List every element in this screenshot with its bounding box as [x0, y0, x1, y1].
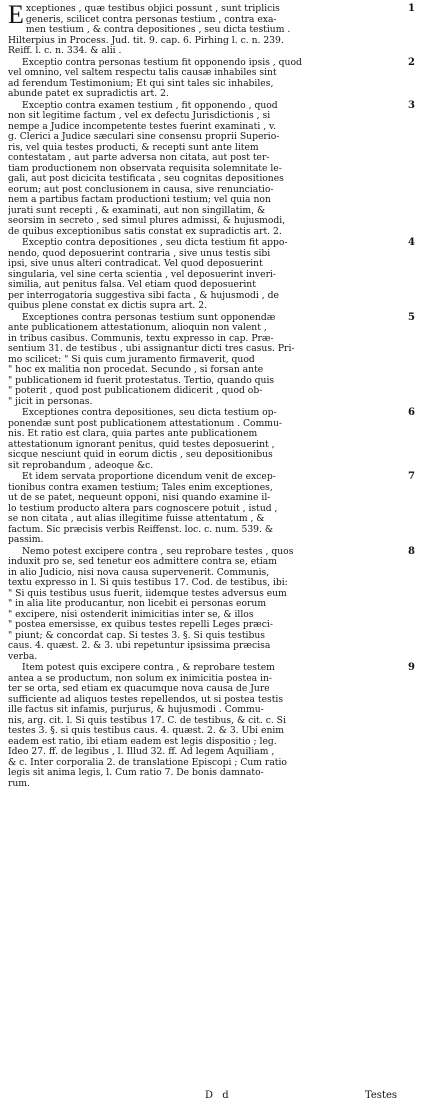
text-line: se non citata , aut alias illegitime fuisse attentatum , &: [8, 514, 265, 524]
signature-mark: D d: [205, 1090, 232, 1101]
text-line: nempe a Judice incompetente testes fuerint examinati , v.: [8, 121, 277, 132]
text-line: Ideo 27. ff. de legibus , l. Illud 32. ff. Ad legem Aquiliam ,: [8, 747, 275, 757]
text-line: per interrogatoria suggestiva sibi facta , & hujusmodi , de: [8, 290, 279, 301]
paragraph: [8, 471, 415, 546]
paragraph-number: 5: [408, 311, 415, 323]
paragraph-number: 6: [408, 407, 415, 418]
paragraph: [8, 237, 415, 312]
text-line: caus. 4. quæst. 2. & 3. ubi repetuntur ipsissima præcisa: [8, 641, 271, 651]
paragraph: [8, 99, 415, 238]
text-line: nendo, quod deposuerint contraria , sive unus testis sibi: [8, 248, 271, 259]
text-line: " excipere, nisi ostenderit inimicitias inter se, & illos: [8, 609, 254, 620]
text-line: in tribus casibus. Communis, textu expresso in cap. Præ-: [8, 333, 274, 344]
text-line: generis, scilicet contra personas testium , contra exa-: [25, 14, 277, 25]
text-line: Exceptiones contra depositiones, seu dicta testium op-: [22, 408, 277, 418]
text-line: " jicit in personas.: [8, 396, 93, 407]
text-line: Exceptio contra depositiones , seu dicta testium fit appo-: [22, 238, 288, 248]
paragraph: [8, 0, 415, 57]
text-line: quibus plene constat ex dictis supra art. 2.: [8, 301, 208, 311]
text-line: " poterit , quod post publicationem didicerit , quod ob-: [8, 386, 263, 396]
text-line: jurati sunt recepti , & examinati, aut non singillatim, &: [8, 205, 266, 216]
text-line: seorsim in secreto , sed simul plures admissi, & hujusmodi,: [8, 216, 286, 226]
text-line: textu expresso in l. Si quis testibus 17. Cod. de testibus, ibi:: [8, 578, 288, 588]
text-line: Exceptiones contra personas testium sunt opponendæ: [22, 312, 276, 323]
text-line: factum. Sic præcisis verbis Reiffenst. loc. c. num. 539. &: [8, 524, 274, 535]
paragraph-number: 9: [408, 662, 415, 673]
text-line: eorum; aut post conclusionem in causa, sive renunciatio-: [8, 184, 274, 195]
paragraph: [8, 662, 415, 789]
text-line: " publicationem id fuerit protestatus. Tertio, quando quis: [8, 375, 275, 386]
paragraph-number: 8: [408, 545, 415, 557]
paragraph-number: 7: [408, 471, 415, 482]
paragraph-number: 3: [408, 99, 415, 111]
text-line: legis sit anima legis, l. Cum ratio 7. De bonis damnato-: [8, 768, 264, 778]
text-line: contestatam , aut parte adversa non citata, aut post ter-: [8, 153, 270, 163]
paragraph: [8, 311, 415, 408]
text-line: ipsi, sive unus alteri contradicat. Vel quod deposuerint: [8, 259, 263, 269]
catchword: Testes: [365, 1090, 398, 1101]
text-line: lo testium producto altera pars cognoscere potuit , istud ,: [8, 503, 278, 514]
text-line: nem a partibus factam productioni testium; vel quia non: [8, 195, 271, 205]
text-line: Et idem servata proportione dicendum venit de excep-: [22, 472, 276, 482]
text-line: Exceptio contra examen testium , fit opponendo , quod: [22, 100, 278, 111]
paragraph-number: 4: [408, 237, 415, 248]
text-line: tionibus contra examen testium; Tales enim exceptiones,: [8, 482, 273, 493]
text-line: g. Clerici a Judice sæculari sine consensu proprii Superio-: [8, 132, 280, 142]
paragraph: [8, 545, 415, 663]
paragraph-number: 1: [408, 3, 415, 14]
text-line: de quibus exceptionibus satis constat ex supradictis art. 2.: [8, 226, 282, 237]
text-line: " hoc ex malitia non procedat. Secundo , si forsan ante: [8, 365, 264, 375]
text-line: ad ferendum Testimonium; Et qui sint tales sic inhabiles,: [8, 78, 274, 89]
text-line: sicque nesciunt quid in eorum dictis , seu depositionibus: [8, 450, 273, 460]
text-line: ut de se patet, nequeunt opponi, nisi quando examine il-: [8, 493, 271, 503]
text-line: xceptiones , quæ testibus objici possunt , sunt triplicis: [25, 4, 280, 14]
paragraph: [8, 56, 415, 100]
text-line: in alio Judicio, nisi nova causa supervenerit. Communis,: [8, 567, 270, 578]
text-line: eadem est ratio, ibi etiam eadem est legis dispositio ; leg.: [8, 736, 277, 747]
text-line: verba.: [8, 651, 38, 662]
text-line: & c. Inter corporalia 2. de translatione Episcopi ; Cum ratio: [8, 757, 287, 768]
text-line: Nemo potest excipere contra , seu reprobare testes , quos: [22, 546, 294, 557]
text-line: ris, vel quia testes producti, & recepti sunt ante litem: [8, 142, 259, 153]
text-line: singularia, vel sine certa scientia , vel deposuerint inveri-: [8, 269, 276, 280]
text-line: " postea emersisse, ex quibus testes repelli Leges præci-: [8, 620, 273, 630]
text-line: non sit legitime factum , vel ex defectu Jurisdictionis , si: [8, 111, 271, 121]
drop-cap: E: [8, 0, 24, 29]
text-line: passim.: [8, 535, 44, 545]
text-line: mo scilicet: " Si quis cum juramento firmaverit, quod: [8, 354, 255, 365]
text-line: ille factus sit infamis, purjurus, & hujusmodi . Commu-: [8, 705, 264, 715]
text-line: induxit pro se, sed tenetur eos admittere contra se, etiam: [8, 557, 277, 567]
text-line: " in alia lite producantur, non licebit ei personas eorum: [8, 599, 267, 609]
text-line: attestationum ignorant penitus, quid testes deposuerint ,: [8, 439, 275, 450]
text-line: ponendæ sunt post publicationem attestationum . Commu-: [8, 418, 283, 429]
text-line: Exceptio contra personas testium fit opponendo ipsis , quod: [22, 57, 302, 68]
text-line: Item potest quis excipere contra , & reprobare testem: [22, 663, 275, 673]
text-line: sit reprobandum , adeoque &c.: [8, 460, 154, 471]
text-line: testes 3. §. si quis testibus caus. 4. quæst. 2. & 3. Ubi enim: [8, 726, 285, 736]
text-line: ante publicationem attestationum, alioquin non valent ,: [8, 323, 267, 333]
text-line: vel omnino, vel saltem respectu talis causæ inhabiles sint: [8, 68, 277, 78]
text-line: ter se orta, sed etiam ex quacumque nova causa de Jure: [8, 684, 270, 694]
text-line: rum.: [8, 778, 30, 789]
text-line: " Si quis testibus usus fuerit, iidemque testes adversus eum: [8, 588, 287, 599]
paragraph-number: 2: [408, 56, 415, 68]
text-line: sentium 31. de testibus , ubi assignantur dicti tres casus. Pri-: [8, 344, 295, 354]
text-line: tiam productionem non observata requisita solemnitate le-: [8, 163, 282, 174]
text-line: similia, aut penitus falsa. Vel etiam quod deposuerint: [8, 280, 256, 290]
text-line: " piunt; & concordat cap. Si testes 3. §. Si quis testibus: [8, 630, 265, 641]
text-line: Reiff. l. c. n. 334. & alii .: [8, 46, 122, 56]
paragraph: [8, 407, 415, 471]
text-line: Hilterpius in Process. Jud. tit. 9. cap. 6. Pirhing l. c. n. 239.: [8, 35, 284, 46]
text-line: gali, aut post dicicita testificata , seu cognitas depositiones: [8, 174, 284, 184]
text-line: men testium , & contra depositiones , seu dicta testium .: [25, 25, 291, 35]
text-line: antea a se productum, non solum ex inimicitia postea in-: [8, 673, 273, 684]
text-line: sufficiente ad aliquos testes repellendos, ut si postea testis: [8, 694, 284, 705]
text-line: nis, arg. cit. l. Si quis testibus 17. C. de testibus, & cit. c. Si: [8, 715, 286, 726]
text-line: nis. Et ratio est clara, quia partes ante publicationem: [8, 429, 258, 439]
text-line: abunde patet ex supradictis art. 2.: [8, 89, 169, 99]
